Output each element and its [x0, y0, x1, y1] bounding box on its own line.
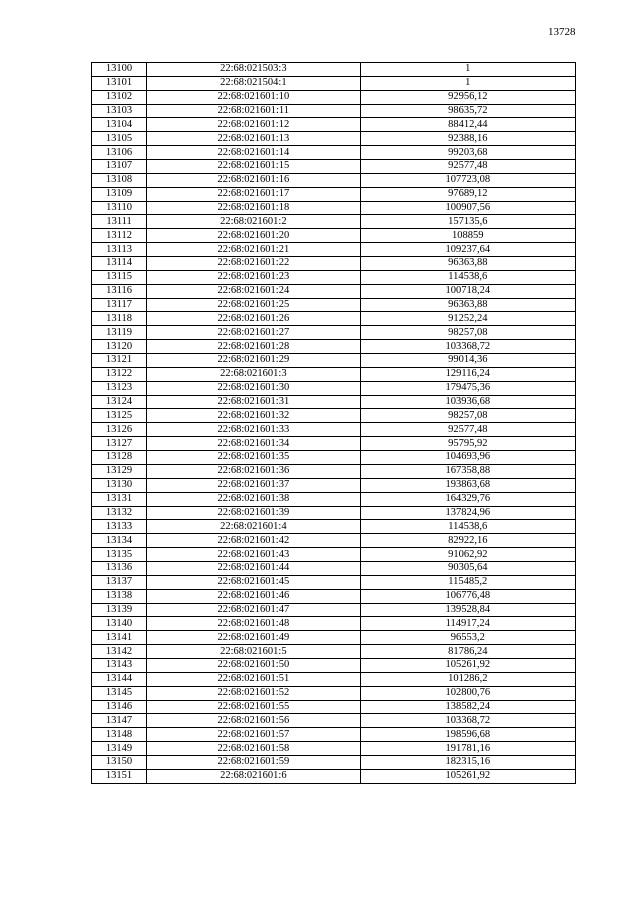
- cadastral-number-cell: 22:68:021601:11: [147, 104, 360, 118]
- table-row: [92, 728, 576, 742]
- cadastral-number-cell: 22:68:021601:30: [147, 381, 360, 395]
- cadastral-number-cell: 22:68:021601:55: [147, 700, 360, 714]
- row-number-cell: 13127: [92, 437, 147, 451]
- row-number-cell: 13132: [92, 506, 147, 520]
- cadastral-number-cell: 22:68:021601:50: [147, 658, 360, 672]
- cadastral-number-cell: 22:68:021601:10: [147, 90, 360, 104]
- row-number-cell: 13116: [92, 284, 147, 298]
- row-number-cell: 13109: [92, 187, 147, 201]
- row-number-cell: 13121: [92, 354, 147, 368]
- value-cell: 92577,48: [360, 160, 575, 174]
- cadastral-number-cell: 22:68:021601:15: [147, 160, 360, 174]
- table-row: [92, 173, 576, 187]
- value-cell: 129116,24: [360, 367, 575, 381]
- value-cell: 103368,72: [360, 340, 575, 354]
- row-number-cell: 13119: [92, 326, 147, 340]
- value-cell: 114917,24: [360, 617, 575, 631]
- table-row: [92, 548, 576, 562]
- table-row: [92, 104, 576, 118]
- table-row: [92, 631, 576, 645]
- row-number-cell: 13141: [92, 631, 147, 645]
- cadastral-number-cell: 22:68:021601:33: [147, 423, 360, 437]
- table-row: [92, 381, 576, 395]
- table-row: [92, 589, 576, 603]
- row-number-cell: 13105: [92, 132, 147, 146]
- value-cell: 91062,92: [360, 548, 575, 562]
- cadastral-number-cell: 22:68:021601:59: [147, 755, 360, 769]
- row-number-cell: 13117: [92, 298, 147, 312]
- cadastral-number-cell: 22:68:021601:6: [147, 769, 360, 783]
- cadastral-number-cell: 22:68:021601:5: [147, 645, 360, 659]
- table-row: [92, 284, 576, 298]
- row-number-cell: 13112: [92, 229, 147, 243]
- row-number-cell: 13124: [92, 395, 147, 409]
- row-number-cell: 13151: [92, 769, 147, 783]
- table-row: [92, 160, 576, 174]
- value-cell: 98257,08: [360, 409, 575, 423]
- value-cell: 92956,12: [360, 90, 575, 104]
- table-row: [92, 658, 576, 672]
- value-cell: 96553,2: [360, 631, 575, 645]
- value-cell: 98635,72: [360, 104, 575, 118]
- value-cell: 95795,92: [360, 437, 575, 451]
- table-body: [92, 63, 576, 784]
- value-cell: 164329,76: [360, 492, 575, 506]
- cadastral-number-cell: 22:68:021601:14: [147, 146, 360, 160]
- row-number-cell: 13123: [92, 381, 147, 395]
- value-cell: 100718,24: [360, 284, 575, 298]
- cadastral-number-cell: 22:68:021601:26: [147, 312, 360, 326]
- value-cell: 100907,56: [360, 201, 575, 215]
- table-row: [92, 132, 576, 146]
- value-cell: 104693,96: [360, 451, 575, 465]
- table-row: [92, 229, 576, 243]
- cadastral-number-cell: 22:68:021601:2: [147, 215, 360, 229]
- row-number-cell: 13110: [92, 201, 147, 215]
- row-number-cell: 13138: [92, 589, 147, 603]
- row-number-cell: 13133: [92, 520, 147, 534]
- cadastral-number-cell: 22:68:021601:22: [147, 257, 360, 271]
- table-row: [92, 575, 576, 589]
- table-row: [92, 367, 576, 381]
- value-cell: 109237,64: [360, 243, 575, 257]
- cadastral-number-cell: 22:68:021504:1: [147, 76, 360, 90]
- table-row: [92, 742, 576, 756]
- row-number-cell: 13122: [92, 367, 147, 381]
- cadastral-number-cell: 22:68:021601:49: [147, 631, 360, 645]
- value-cell: 98257,08: [360, 326, 575, 340]
- table-row: [92, 423, 576, 437]
- table-row: [92, 63, 576, 77]
- table-row: [92, 755, 576, 769]
- row-number-cell: 13150: [92, 755, 147, 769]
- cadastral-number-cell: 22:68:021601:25: [147, 298, 360, 312]
- cadastral-number-cell: 22:68:021601:37: [147, 478, 360, 492]
- cadastral-number-cell: 22:68:021601:52: [147, 686, 360, 700]
- table-row: [92, 561, 576, 575]
- table-row: [92, 451, 576, 465]
- table-row: [92, 243, 576, 257]
- row-number-cell: 13114: [92, 257, 147, 271]
- value-cell: 92577,48: [360, 423, 575, 437]
- cadastral-number-cell: 22:68:021601:51: [147, 672, 360, 686]
- value-cell: 90305,64: [360, 561, 575, 575]
- cadastral-number-cell: 22:68:021601:38: [147, 492, 360, 506]
- value-cell: 97689,12: [360, 187, 575, 201]
- cadastral-number-cell: 22:68:021601:3: [147, 367, 360, 381]
- table-row: [92, 700, 576, 714]
- row-number-cell: 13108: [92, 173, 147, 187]
- row-number-cell: 13104: [92, 118, 147, 132]
- value-cell: 102800,76: [360, 686, 575, 700]
- row-number-cell: 13144: [92, 672, 147, 686]
- value-cell: 106776,48: [360, 589, 575, 603]
- row-number-cell: 13147: [92, 714, 147, 728]
- value-cell: 157135,6: [360, 215, 575, 229]
- page-number: 13728: [548, 26, 576, 38]
- value-cell: 92388,16: [360, 132, 575, 146]
- row-number-cell: 13107: [92, 160, 147, 174]
- value-cell: 114538,6: [360, 520, 575, 534]
- cadastral-number-cell: 22:68:021601:29: [147, 354, 360, 368]
- cadastral-number-cell: 22:68:021601:46: [147, 589, 360, 603]
- value-cell: 96363,88: [360, 257, 575, 271]
- table-row: [92, 395, 576, 409]
- value-cell: 103368,72: [360, 714, 575, 728]
- value-cell: 191781,16: [360, 742, 575, 756]
- value-cell: 139528,84: [360, 603, 575, 617]
- row-number-cell: 13115: [92, 270, 147, 284]
- row-number-cell: 13101: [92, 76, 147, 90]
- table-row: [92, 617, 576, 631]
- cadastral-value-table: [91, 62, 576, 784]
- table-row: [92, 298, 576, 312]
- row-number-cell: 13106: [92, 146, 147, 160]
- cadastral-number-cell: 22:68:021601:44: [147, 561, 360, 575]
- value-cell: 179475,36: [360, 381, 575, 395]
- row-number-cell: 13148: [92, 728, 147, 742]
- cadastral-number-cell: 22:68:021601:35: [147, 451, 360, 465]
- value-cell: 99203,68: [360, 146, 575, 160]
- cadastral-number-cell: 22:68:021601:27: [147, 326, 360, 340]
- table-row: [92, 478, 576, 492]
- row-number-cell: 13136: [92, 561, 147, 575]
- value-cell: 107723,08: [360, 173, 575, 187]
- table-row: [92, 492, 576, 506]
- cadastral-number-cell: 22:68:021601:17: [147, 187, 360, 201]
- table-row: [92, 769, 576, 783]
- table-row: [92, 645, 576, 659]
- row-number-cell: 13125: [92, 409, 147, 423]
- table-row: [92, 464, 576, 478]
- table-row: [92, 409, 576, 423]
- cadastral-number-cell: 22:68:021601:43: [147, 548, 360, 562]
- value-cell: 115485,2: [360, 575, 575, 589]
- value-cell: 138582,24: [360, 700, 575, 714]
- row-number-cell: 13131: [92, 492, 147, 506]
- value-cell: 91252,24: [360, 312, 575, 326]
- cadastral-number-cell: 22:68:021601:48: [147, 617, 360, 631]
- table-row: [92, 270, 576, 284]
- cadastral-number-cell: 22:68:021601:24: [147, 284, 360, 298]
- row-number-cell: 13140: [92, 617, 147, 631]
- table-row: [92, 215, 576, 229]
- row-number-cell: 13118: [92, 312, 147, 326]
- cadastral-number-cell: 22:68:021601:57: [147, 728, 360, 742]
- value-cell: 114538,6: [360, 270, 575, 284]
- value-cell: 88412,44: [360, 118, 575, 132]
- value-cell: 103936,68: [360, 395, 575, 409]
- cadastral-number-cell: 22:68:021601:36: [147, 464, 360, 478]
- value-cell: 108859: [360, 229, 575, 243]
- row-number-cell: 13137: [92, 575, 147, 589]
- value-cell: 137824,96: [360, 506, 575, 520]
- table-row: [92, 257, 576, 271]
- table-row: [92, 714, 576, 728]
- value-cell: 1: [360, 76, 575, 90]
- value-cell: 167358,88: [360, 464, 575, 478]
- cadastral-number-cell: 22:68:021601:20: [147, 229, 360, 243]
- value-cell: 82922,16: [360, 534, 575, 548]
- row-number-cell: 13135: [92, 548, 147, 562]
- value-cell: 193863,68: [360, 478, 575, 492]
- table-row: [92, 520, 576, 534]
- cadastral-number-cell: 22:68:021601:12: [147, 118, 360, 132]
- value-cell: 96363,88: [360, 298, 575, 312]
- row-number-cell: 13146: [92, 700, 147, 714]
- row-number-cell: 13126: [92, 423, 147, 437]
- row-number-cell: 13113: [92, 243, 147, 257]
- row-number-cell: 13149: [92, 742, 147, 756]
- table-row: [92, 672, 576, 686]
- table-row: [92, 76, 576, 90]
- cadastral-number-cell: 22:68:021601:42: [147, 534, 360, 548]
- table-row: [92, 340, 576, 354]
- cadastral-number-cell: 22:68:021601:32: [147, 409, 360, 423]
- value-cell: 182315,16: [360, 755, 575, 769]
- cadastral-number-cell: 22:68:021601:56: [147, 714, 360, 728]
- row-number-cell: 13100: [92, 63, 147, 77]
- table-row: [92, 312, 576, 326]
- table-row: [92, 201, 576, 215]
- row-number-cell: 13128: [92, 451, 147, 465]
- table-row: [92, 354, 576, 368]
- cadastral-number-cell: 22:68:021601:28: [147, 340, 360, 354]
- cadastral-number-cell: 22:68:021601:18: [147, 201, 360, 215]
- cadastral-number-cell: 22:68:021601:39: [147, 506, 360, 520]
- table-row: [92, 326, 576, 340]
- cadastral-number-cell: 22:68:021601:4: [147, 520, 360, 534]
- value-cell: 1: [360, 63, 575, 77]
- row-number-cell: 13111: [92, 215, 147, 229]
- row-number-cell: 13120: [92, 340, 147, 354]
- cadastral-number-cell: 22:68:021601:58: [147, 742, 360, 756]
- cadastral-number-cell: 22:68:021503:3: [147, 63, 360, 77]
- row-number-cell: 13103: [92, 104, 147, 118]
- table-row: [92, 146, 576, 160]
- value-cell: 198596,68: [360, 728, 575, 742]
- value-cell: 105261,92: [360, 769, 575, 783]
- cadastral-number-cell: 22:68:021601:21: [147, 243, 360, 257]
- table-row: [92, 506, 576, 520]
- table-row: [92, 534, 576, 548]
- cadastral-number-cell: 22:68:021601:16: [147, 173, 360, 187]
- value-cell: 99014,36: [360, 354, 575, 368]
- row-number-cell: 13139: [92, 603, 147, 617]
- row-number-cell: 13129: [92, 464, 147, 478]
- row-number-cell: 13145: [92, 686, 147, 700]
- row-number-cell: 13143: [92, 658, 147, 672]
- table-row: [92, 90, 576, 104]
- value-cell: 81786,24: [360, 645, 575, 659]
- value-cell: 101286,2: [360, 672, 575, 686]
- table-row: [92, 437, 576, 451]
- row-number-cell: 13134: [92, 534, 147, 548]
- table-row: [92, 603, 576, 617]
- cadastral-number-cell: 22:68:021601:34: [147, 437, 360, 451]
- table-row: [92, 118, 576, 132]
- cadastral-number-cell: 22:68:021601:13: [147, 132, 360, 146]
- row-number-cell: 13102: [92, 90, 147, 104]
- table-row: [92, 686, 576, 700]
- table-row: [92, 187, 576, 201]
- cadastral-number-cell: 22:68:021601:47: [147, 603, 360, 617]
- cadastral-number-cell: 22:68:021601:23: [147, 270, 360, 284]
- value-cell: 105261,92: [360, 658, 575, 672]
- row-number-cell: 13142: [92, 645, 147, 659]
- row-number-cell: 13130: [92, 478, 147, 492]
- cadastral-number-cell: 22:68:021601:45: [147, 575, 360, 589]
- cadastral-number-cell: 22:68:021601:31: [147, 395, 360, 409]
